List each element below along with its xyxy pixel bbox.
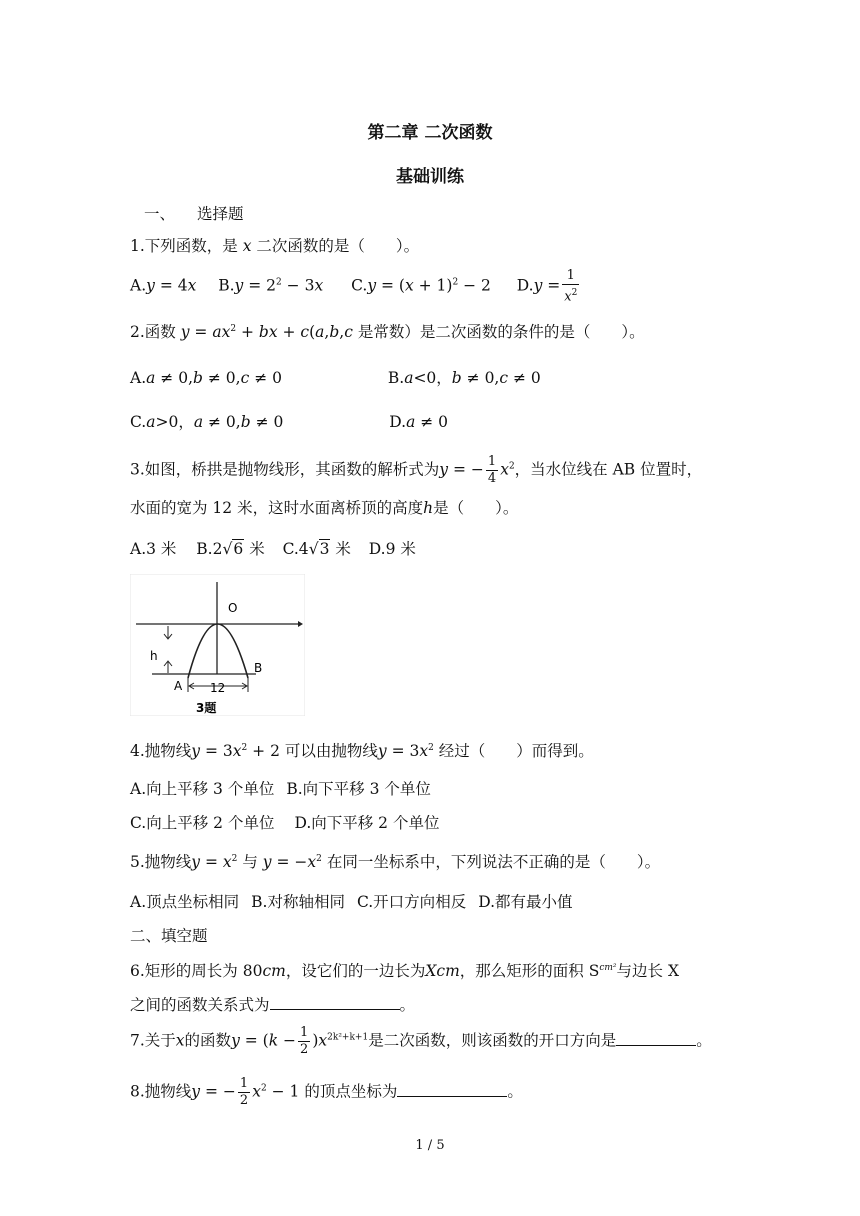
chapter-title: 第二章 二次函数 — [367, 123, 493, 143]
label-b: B — [254, 661, 263, 675]
label-width: 12 — [210, 681, 226, 695]
question-6-stem-line2: 之间的函数关系式为 。 — [130, 996, 416, 1014]
bridge-arch-figure — [130, 574, 305, 716]
page-number: 1 / 5 — [415, 1138, 445, 1153]
question-3-options: A.3 米 B.2√6 米 C.4√3 米 D.9 米 — [130, 540, 416, 558]
answer-blank-7[interactable] — [616, 1031, 696, 1046]
answer-blank-6[interactable] — [270, 995, 400, 1010]
section-number: 一、 — [144, 205, 176, 223]
section-heading-choice — [144, 202, 244, 224]
question-2-options-row2: C.a>0，a ≠ 0,b ≠ 0 D.a ≠ 0 — [130, 413, 449, 431]
question-7-stem: 7.关于x的函数y = (k − $\frac{1}{2}$ )$x^{2k^2+k+1}$是二次函数，则该函数的开口方向是 。 — [130, 1025, 712, 1057]
question-2-stem: 2.函数 $y = ax^2$ + bx + c(a,b,c 是常数）是二次函数的条件的是（ ）。 — [130, 323, 645, 341]
question-3-stem-line1: 3.如图，桥拱是抛物线形，其函数的解析式为y = − $\frac{1}{4}$ $x^2$，当水位线在 AB 位置时， — [130, 454, 703, 486]
answer-blank-8[interactable] — [397, 1082, 507, 1097]
section-label: 选择题 — [197, 205, 244, 223]
page-subtitle: 基础训练 — [396, 167, 464, 187]
question-1-options: A.y = 4x $B.y = 2^2 - 3x$ $C.y = (x + 1)^2 - 2$ D.y = $\frac{1}{x^2}$ — [130, 268, 578, 305]
label-a: A — [174, 679, 183, 693]
figure-caption: 3题 — [196, 701, 217, 715]
question-2-options-row1: A.a ≠ 0,b ≠ 0,c ≠ 0 B.a<0，b ≠ 0,c ≠ 0 — [130, 369, 541, 387]
question-4-stem: 4.抛物线$y = 3x^2 + 2$ 可以由抛物线$y = 3x^2$ 经过（ ）而得到。 — [130, 742, 594, 760]
question-6-stem-line1: 6.矩形的周长为 80cm，设它们的一边长为Xcm，那么矩形的面积 $S^{cm^2}$与边长 X — [130, 962, 679, 980]
section-heading-fill: 二、填空题 — [130, 927, 208, 945]
question-5-stem: 5.抛物线$y = x^2$ 与 $y = -x^2$ 在同一坐标系中，下列说法不正确的是（ ）。 — [130, 853, 661, 871]
question-1-stem: 1.下列函数，是 x 二次函数的是（ ）。 — [130, 237, 420, 255]
question-4-options-row2: C.向上平移 2 个单位 D.向下平移 2 个单位 — [130, 814, 440, 832]
question-8-stem: 8.抛物线y = − $\frac{1}{2}$ $x^2 - 1$ 的顶点坐标为 。 — [130, 1076, 523, 1108]
label-o: O — [228, 601, 238, 615]
question-3-stem-line2: 水面的宽为 12 米，这时水面离桥顶的高度h是（ ）。 — [130, 499, 519, 517]
label-h: h — [150, 649, 158, 663]
question-4-options-row1: A.向上平移 3 个单位 B.向下平移 3 个单位 — [130, 780, 431, 798]
question-5-options: A.顶点坐标相同 B.对称轴相同 C.开口方向相反 D.都有最小值 — [130, 893, 573, 911]
